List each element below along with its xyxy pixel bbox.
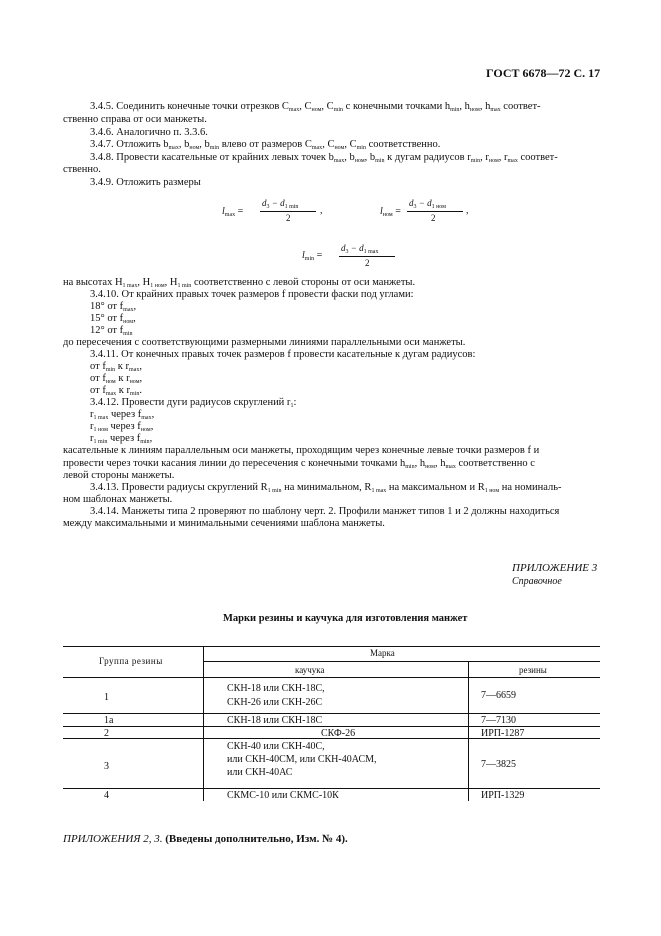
para-3-4-10: 3.4.10. От крайних правых точек размеров f провести фаски под углами: xyxy=(90,289,414,300)
para-3-4-14-line1: 3.4.14. Манжеты типа 2 проверяют по шаблону черт. 2. Профили манжет типов 1 и 2 должны находиться xyxy=(90,506,560,517)
table-title: Марки резины и каучука для изготовления манжет xyxy=(223,613,468,624)
para-3-4-11: 3.4.11. От конечных правых точек размеров f провести касательные к дугам радиусов: xyxy=(90,349,476,360)
appendix-subtitle: Справочное xyxy=(512,576,562,587)
subscript: 1 max xyxy=(122,283,138,289)
text: на минимальном, R xyxy=(281,482,372,493)
text: на высотах H xyxy=(63,277,123,288)
subscript: ном xyxy=(105,379,116,385)
symbol: l xyxy=(302,250,305,261)
text: на максимальном и R xyxy=(386,482,485,493)
header-brand: Марка xyxy=(370,648,395,658)
appendix-title: ПРИЛОЖЕНИЕ 3 xyxy=(512,562,598,574)
tangent-1: от $f_{min}$ к $r_{max}$, xyxy=(90,361,142,373)
formula-l-nom-numerator xyxy=(409,198,446,210)
text: от f xyxy=(90,361,106,372)
symbol: d xyxy=(409,198,414,208)
subscript: ном xyxy=(129,379,140,385)
subscript: max xyxy=(490,107,501,113)
subscript: max xyxy=(168,145,179,151)
table-row-group: 4 xyxy=(104,790,109,801)
para-3-4-6: 3.4.6. Аналогично п. 3.3.6. xyxy=(90,127,208,138)
text: с конечными точками h xyxy=(343,101,451,112)
para-3-4-5-line2: ственно справа от оси манжеты. xyxy=(63,114,207,125)
header-group: Группа резины xyxy=(99,656,163,666)
text: , b xyxy=(364,152,376,163)
text: к r xyxy=(115,361,130,372)
para-3-4-13-line2: ном шаблонах манжеты. xyxy=(63,494,173,505)
subscript: 3 xyxy=(266,204,270,210)
symbol: d xyxy=(262,198,267,208)
subscript: max xyxy=(311,145,323,151)
subscript: 1 xyxy=(290,403,294,409)
symbol: l xyxy=(380,206,383,217)
para-3-4-12-line1: касательные к линиям параллельным оси манжеты, проходящим через конечные левые точки размеров f и xyxy=(63,445,540,456)
text: , h xyxy=(414,458,426,469)
text: 3.4.7. Отложить b xyxy=(90,139,169,150)
subscript: 1 ном xyxy=(431,204,446,210)
subscript: 1 min xyxy=(93,439,108,445)
subscript: min xyxy=(130,391,140,397)
subscript: 3 xyxy=(413,204,417,210)
table-row-raw: СКН-40 или СКН-40С, xyxy=(227,741,325,752)
text: , b xyxy=(178,139,190,150)
radius-3: $r_{1 min}$ через $f_{min}$, xyxy=(90,433,153,445)
header-rubber: резины xyxy=(519,665,547,675)
subscript: min xyxy=(140,439,150,445)
subscript: 1 ном xyxy=(93,427,108,433)
text: 3.4.8. Провести касательные от крайних левых точек b xyxy=(90,152,334,163)
subscript: max xyxy=(507,158,518,164)
subscript: ном xyxy=(425,464,435,470)
subscript: ном xyxy=(311,107,322,113)
text: через f xyxy=(108,409,142,420)
table-row-raw: или СКН-40АС xyxy=(227,767,293,778)
subscript: 1 min xyxy=(267,488,282,494)
table-row-rubber: ИРП-1287 xyxy=(481,728,525,739)
angle-18: 18° от $f_{max}$, xyxy=(90,301,137,313)
text: соответ- xyxy=(517,152,558,163)
table-row-raw: СКН-18 или СКН-18С, xyxy=(227,683,325,694)
subscript: max xyxy=(333,158,345,164)
text: на номиналь- xyxy=(499,482,562,493)
subscript: min xyxy=(105,367,116,373)
text: влево от размеров C xyxy=(219,139,312,150)
text: 18° от f xyxy=(90,301,124,312)
formula-l-max xyxy=(222,206,243,218)
subscript: min xyxy=(209,145,220,151)
text: r xyxy=(90,409,94,420)
radius-2: $r_{1 ном}$ через $f_{ном}$, xyxy=(90,421,154,433)
subscript: 1 max xyxy=(363,249,379,255)
text: от f xyxy=(90,373,106,384)
formula-l-min xyxy=(302,250,322,262)
page-title: ГОСТ 6678—72 С. 17 xyxy=(486,66,601,80)
table-row-raw: СКН-18 или СКН-18С xyxy=(227,715,323,726)
text: , H xyxy=(137,277,151,288)
text: 3.4.12. Провести дуги радиусов скруглений r xyxy=(90,397,291,408)
text: r xyxy=(90,421,94,432)
text: , r xyxy=(480,152,489,163)
text: через f xyxy=(107,421,141,432)
text: к дугам радиусов r xyxy=(384,152,471,163)
para-3-4-9: 3.4.9. Отложить размеры xyxy=(90,177,201,188)
formula-comma: , xyxy=(320,205,323,216)
subscript: ном xyxy=(469,107,480,113)
text: , C xyxy=(299,101,312,112)
radius-1: $r_{1 max}$ через $f_{max}$, xyxy=(90,409,155,421)
table-row-raw: СКФ-26 xyxy=(321,728,356,739)
text: соответ- xyxy=(500,101,541,112)
subscript: ном xyxy=(123,319,134,325)
text: от f xyxy=(90,385,106,396)
subscript: 1 max xyxy=(371,488,387,494)
equals: = xyxy=(237,206,244,217)
subscript: ном xyxy=(488,158,499,164)
text: , h xyxy=(479,101,491,112)
subscript: max xyxy=(105,391,117,397)
subscript: max xyxy=(445,464,456,470)
formula-l-min-numerator xyxy=(341,243,378,255)
text: 12° от f xyxy=(90,325,124,336)
table-row-raw: или СКН-40СМ, или СКН-40АСМ, xyxy=(227,754,377,765)
formula-l-nom xyxy=(380,206,401,218)
symbol: l xyxy=(222,206,225,217)
subscript: ном xyxy=(354,158,365,164)
text: , b xyxy=(199,139,210,150)
subscript: min xyxy=(450,107,460,113)
fraction-bar xyxy=(339,256,395,257)
footer-note xyxy=(63,833,348,845)
para-3-4-12: 3.4.12. Провести дуги радиусов скруглений $r_1$: xyxy=(90,397,297,409)
subscript: ном xyxy=(334,145,345,151)
symbol: − d xyxy=(348,243,364,253)
para-3-4-10-tail: до пересечения с соответствующими размерными линиями параллельными оси манжеты. xyxy=(63,337,466,348)
symbol: − d xyxy=(269,198,285,208)
text: провести через точки касания линии до пересечения с конечными точками h xyxy=(63,458,406,469)
table-row-group: 2 xyxy=(104,728,109,739)
table-row-rubber: ИРП-1329 xyxy=(481,790,525,801)
tangent-3: от $f_{max}$ к $r_{min}$. xyxy=(90,385,142,397)
angle-15: 15° от $f_{ном}$, xyxy=(90,313,136,325)
text: , H xyxy=(164,277,178,288)
subscript: max xyxy=(288,107,300,113)
subscript: min xyxy=(356,145,366,151)
table-row-group: 1 xyxy=(104,692,109,703)
table-row-rubber: 7—6659 xyxy=(481,690,516,701)
text: , r xyxy=(498,152,508,163)
subscript: min xyxy=(123,331,133,337)
para-3-4-8-line2: ственно. xyxy=(63,164,101,175)
subscript: min xyxy=(304,256,315,262)
formula-l-max-numerator xyxy=(262,198,298,210)
table-row-group: 3 xyxy=(104,761,109,772)
symbol: d xyxy=(341,243,346,253)
text: , h xyxy=(434,458,446,469)
subscript: 1 min xyxy=(177,283,192,289)
equals: = xyxy=(395,206,401,217)
text: к r xyxy=(116,385,131,396)
text: , C xyxy=(321,101,334,112)
subscript: min xyxy=(470,158,481,164)
subscript: min xyxy=(333,107,344,113)
formula-comma: , xyxy=(466,205,469,216)
subscript: ном xyxy=(189,145,200,151)
footer-note-ref: ПРИЛОЖЕНИЯ 2, 3. xyxy=(63,833,163,845)
subscript: max xyxy=(129,367,140,373)
formula-l-min-denominator: 2 xyxy=(365,258,370,268)
footer-note-text: (Введены дополнительно, Изм. № 4). xyxy=(162,833,348,845)
symbol: − d xyxy=(416,198,432,208)
para-3-4-8 xyxy=(90,151,558,168)
subscript: max xyxy=(224,212,236,218)
text: через f xyxy=(107,433,141,444)
para-3-4-12-line3: левой стороны манжеты. xyxy=(63,470,175,481)
text: 3.4.5. Соединить конечные точки отрезков C xyxy=(90,101,289,112)
header-raw: каучука xyxy=(295,665,325,675)
table-row-group: 1а xyxy=(104,715,114,726)
text: 15° от f xyxy=(90,313,124,324)
subscript: max xyxy=(141,415,152,421)
subscript: 1 max xyxy=(93,415,109,421)
equals: = xyxy=(316,250,323,261)
para-3-4-14-line2: между максимальными и минимальными сечениями шаблона манжеты. xyxy=(63,518,385,529)
text: к r xyxy=(115,373,130,384)
fraction-bar xyxy=(407,211,463,212)
tangent-2: от $f_{ном}$ к $r_{ном}$, xyxy=(90,373,143,385)
text: , C xyxy=(322,139,335,150)
subscript: 1 ном xyxy=(150,283,165,289)
text: , h xyxy=(459,101,470,112)
formula-l-max-denominator: 2 xyxy=(286,213,291,223)
text: соответственно с левой стороны от оси манжеты. xyxy=(191,277,416,288)
subscript: ном xyxy=(382,212,393,218)
table-row-raw: СКМС-10 или СКМС-10К xyxy=(227,790,339,801)
table-row-rubber: 7—3825 xyxy=(481,759,516,770)
subscript: 1 ном xyxy=(484,488,500,494)
text: 3.4.13. Провести радиусы скруглений R xyxy=(90,482,268,493)
text: , C xyxy=(344,139,357,150)
fraction-bar xyxy=(260,211,316,212)
table-row-raw: СКН-26 или СКН-26С xyxy=(227,697,323,708)
subscript: ном xyxy=(140,427,151,433)
subscript: 3 xyxy=(345,249,349,255)
subscript: max xyxy=(123,307,134,313)
subscript: min xyxy=(375,158,385,164)
table-row-rubber: 7—7130 xyxy=(481,715,516,726)
formula-l-nom-denominator: 2 xyxy=(431,213,436,223)
text: соответственно. xyxy=(365,139,441,150)
text: r xyxy=(90,433,94,444)
rubber-table xyxy=(63,646,600,801)
text: соответственно с xyxy=(455,458,535,469)
subscript: min xyxy=(405,464,415,470)
subscript: 1 min xyxy=(284,204,299,210)
text: , b xyxy=(344,152,355,163)
